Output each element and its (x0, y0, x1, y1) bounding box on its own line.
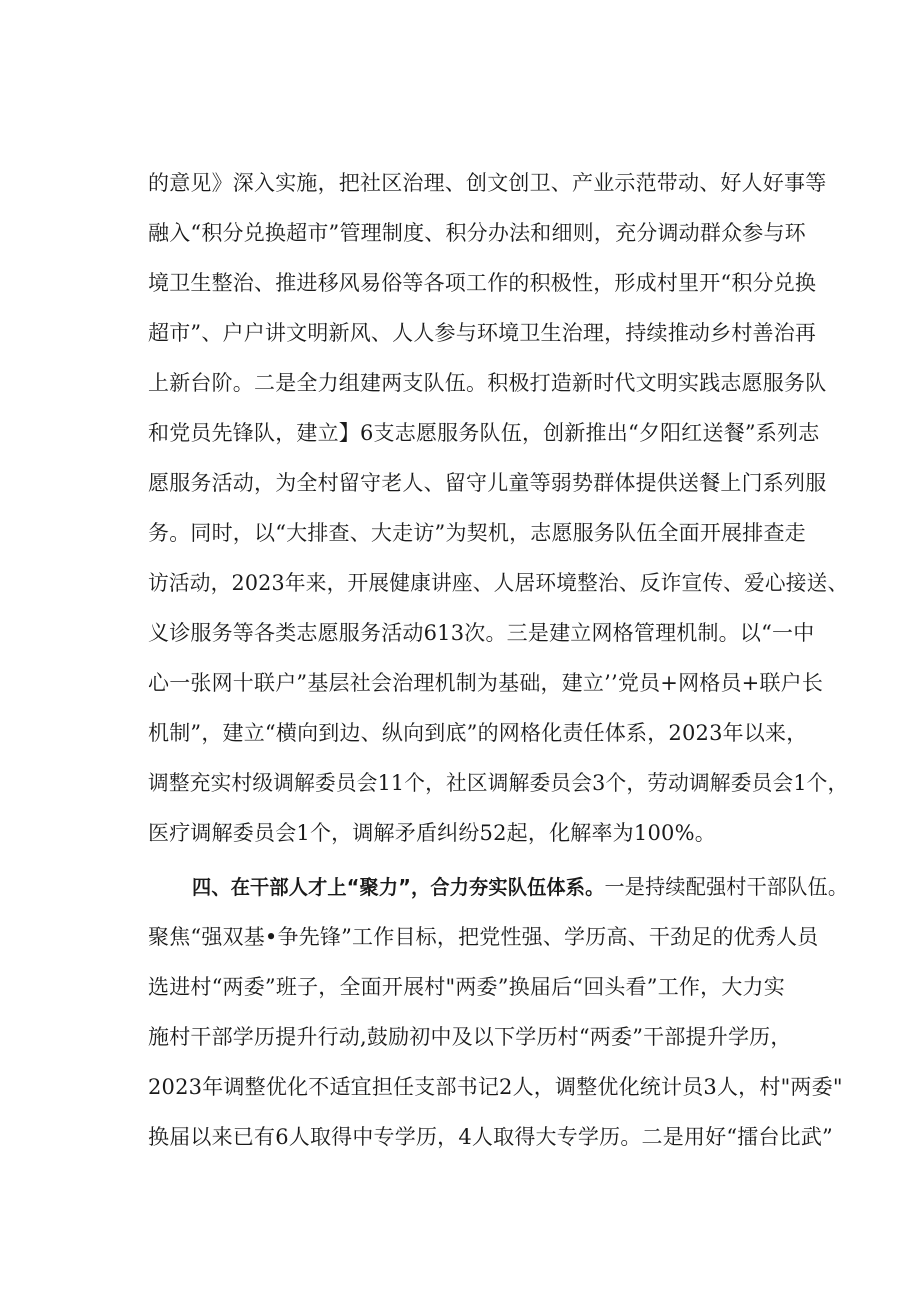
paragraph-line: 心一张网十联户”基层社会治理机制为基础，建立’’党员+网格员+联户长 (148, 671, 824, 695)
section-heading: 四、在干部人才上“聚力”，合力夯实队伍体系。 (192, 875, 605, 899)
paragraph-line: 愿服务活动，为全村留守老人、留守儿童等弱势群体提供送餐上门系列服 (148, 471, 827, 495)
paragraph-line: 机制”，建立“横向到边、纵向到底”的网格化责任体系，2023年以来， (148, 721, 808, 745)
paragraph-line: 务。同时，以“大排查、大走访”为契机，志愿服务队伍全面开展排查走 (148, 521, 806, 545)
paragraph-line: 境卫生整治、推进移风易俗等各项工作的积极性，形成村里开“积分兑换 (148, 271, 817, 295)
paragraph-line: 聚焦“强双基•争先锋”工作目标，把党性强、学历高、干劲足的优秀人员 (148, 925, 819, 949)
paragraph-line: 访活动，2023年来，开展健康讲座、人居环境整治、反诈宣传、爱心接送、 (148, 571, 849, 595)
paragraph-line: 调整充实村级调解委员会11个，社区调解委员会3个，劳动调解委员会1个， (148, 771, 849, 795)
paragraph-line: 换届以来已有6人取得中专学历，4人取得大专学历。二是用好“擂台比武” (148, 1125, 833, 1149)
paragraph-line: 选进村“两委”班子，全面开展村"两委”换届后“回头看”工作，大力实 (148, 975, 785, 999)
paragraph-line: 2023年调整优化不适宜担任支部书记2人，调整优化统计员3人，村"两委" (148, 1075, 843, 1099)
paragraph-line: 医疗调解委员会1个，调解矛盾纠纷52起，化解率为100%。 (148, 821, 716, 845)
paragraph-line: 和党员先锋队，建立】6支志愿服务队伍，创新推出“夕阳红送餐”系列志 (148, 421, 820, 445)
paragraph-line: 施村干部学历提升行动,鼓励初中及以下学历村“两委”干部提升学历， (148, 1025, 792, 1049)
section-heading-rest: 一是持续配强村干部队伍。 (604, 875, 849, 899)
paragraph-line: 义诊服务等各类志愿服务活动613次。三是建立网格管理机制。以“一中 (148, 621, 815, 645)
paragraph-line: 的意见》深入实施，把社区治理、创文创卫、产业示范带动、好人好事等 (148, 171, 827, 195)
paragraph-line: 融入“积分兑换超市”管理制度、积分办法和细则，充分调动群众参与环 (148, 221, 806, 245)
paragraph-line: 超市”、户户讲文明新风、人人参与环境卫生治理，持续推动乡村善治再 (148, 321, 817, 345)
paragraph-line: 上新台阶。二是全力组建两支队伍。积极打造新时代文明实践志愿服务队 (148, 371, 827, 395)
section-heading-line (192, 872, 848, 902)
